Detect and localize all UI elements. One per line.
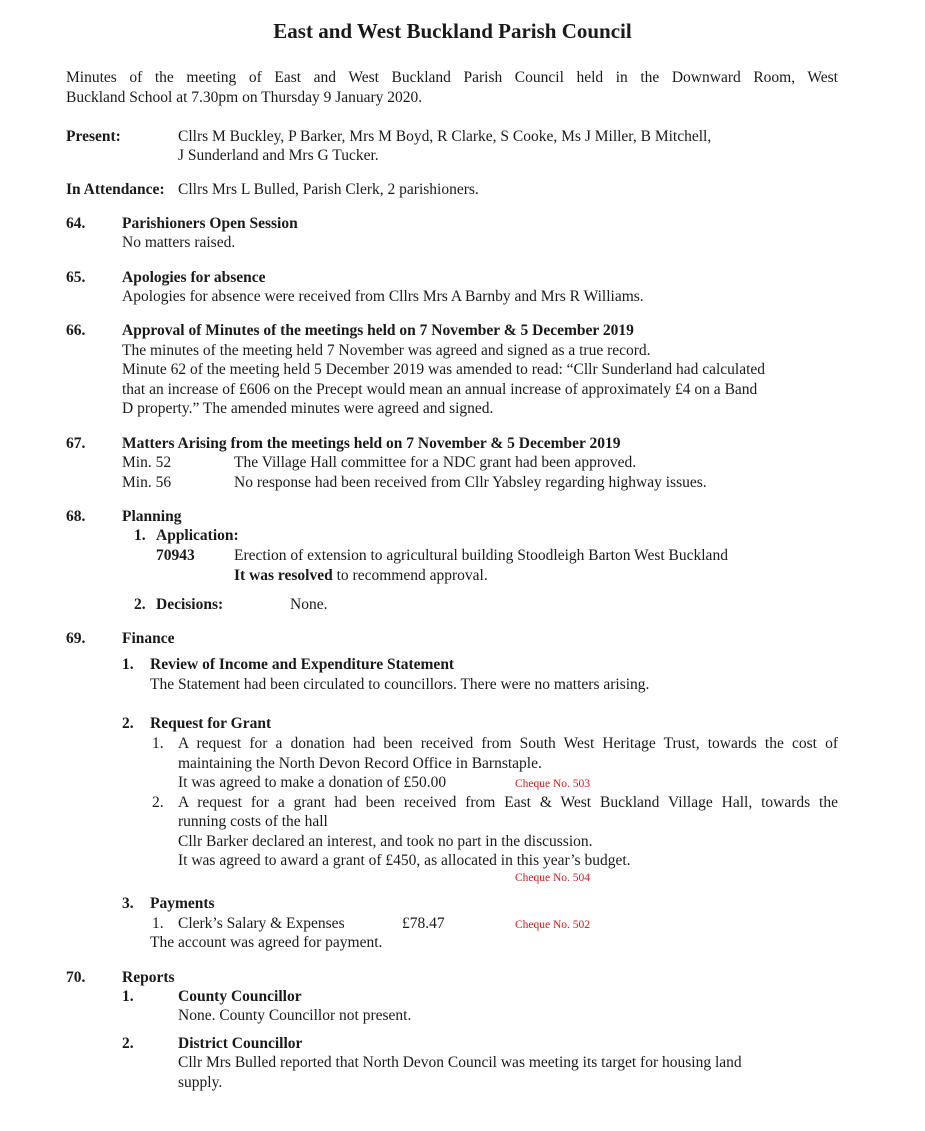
finance-2-number: 2. (122, 715, 134, 732)
item-69-heading: Finance (122, 630, 175, 647)
application-text: Erection of extension to agricultural building Stoodleigh Barton West Buckland (234, 547, 728, 564)
item-69-number: 69. (66, 630, 86, 647)
cheque-503-note: Cheque No. 503 (515, 778, 591, 790)
item-67-heading: Matters Arising from the meetings held on 7 November & 5 December 2019 (122, 435, 621, 452)
grant-2-line-2: running costs of the hall (178, 813, 328, 830)
finance-1-number: 1. (122, 656, 134, 673)
report-2-heading: District Councillor (178, 1035, 303, 1052)
item-67-number: 67. (66, 435, 86, 452)
item-66-heading: Approval of Minutes of the meetings held on 7 November & 5 December 2019 (122, 322, 634, 339)
item-65-text: Apologies for absence were received from Cllrs Mrs A Barnby and Mrs R Williams. (122, 288, 644, 305)
decisions-label: Decisions: (156, 596, 224, 613)
payment-1-amount: £78.47 (402, 915, 445, 932)
cheque-502-note: Cheque No. 502 (515, 919, 591, 931)
present-label: Present: (66, 128, 121, 145)
item-66-line-2: Minute 62 of the meeting held 5 December 2019 was amended to read: “Cllr Sunderland had calculated (122, 361, 766, 378)
report-2-line-2: supply. (178, 1074, 223, 1091)
present-line-2: J Sunderland and Mrs G Tucker. (178, 147, 379, 164)
finance-1-text: The Statement had been circulated to councillors. There were no matters arising. (150, 676, 650, 693)
finance-1-heading: Review of Income and Expenditure Statement (150, 656, 455, 673)
item-65-number: 65. (66, 269, 86, 286)
report-2-line-1: Cllr Mrs Bulled reported that North Devon Council was meeting its target for housing land (178, 1054, 742, 1071)
grant-2-number: 2. (152, 794, 164, 811)
item-70-heading: Reports (122, 969, 175, 986)
report-1-text: None. County Councillor not present. (178, 1007, 412, 1024)
intro-line-1: Minutes of the meeting of East and West Buckland Parish Council held in the Downward Room, West (66, 69, 838, 86)
item-70-number: 70. (66, 969, 86, 986)
item-65-heading: Apologies for absence (122, 269, 266, 286)
application-ref: 70943 (156, 547, 195, 564)
grant-2-line-4: It was agreed to award a grant of £450, as allocated in this year’s budget. (178, 852, 631, 869)
report-1-number: 1. (122, 988, 134, 1005)
item-64-heading: Parishioners Open Session (122, 215, 298, 232)
item-66-line-4: D property.” The amended minutes were agreed and signed. (122, 400, 494, 417)
grant-1-number: 1. (152, 735, 164, 752)
item-67-min-ref: Min. 56 (122, 474, 172, 491)
application-number: 1. (134, 527, 146, 544)
item-67-min-text: No response had been received from Cllr Yabsley regarding highway issues. (234, 474, 707, 491)
resolution-bold: It was resolved (234, 567, 333, 584)
item-67-min-text: The Village Hall committee for a NDC grant had been approved. (234, 454, 637, 471)
application-label: Application: (156, 527, 239, 544)
item-66-number: 66. (66, 322, 86, 339)
attendance-text: Cllrs Mrs L Bulled, Parish Clerk, 2 parishioners. (178, 181, 479, 198)
item-68-heading: Planning (122, 508, 182, 525)
payment-1-label: Clerk’s Salary & Expenses (178, 915, 345, 932)
grant-1-line-2: maintaining the North Devon Record Office in Barnstaple. (178, 755, 542, 772)
item-67-min-ref: Min. 52 (122, 454, 172, 471)
payment-text: The account was agreed for payment. (150, 934, 383, 951)
grant-2-line-3: Cllr Barker declared an interest, and took no part in the discussion. (178, 833, 593, 850)
present-line-1: Cllrs M Buckley, P Barker, Mrs M Boyd, R Clarke, S Cooke, Ms J Miller, B Mitchell, (178, 128, 712, 145)
page-title: East and West Buckland Parish Council (273, 19, 632, 43)
grant-2-line-1: A request for a grant had been received from East & West Buckland Village Hall, towards the (178, 794, 838, 811)
finance-2-heading: Request for Grant (150, 715, 272, 732)
item-66-line-1: The minutes of the meeting held 7 November was agreed and signed as a true record. (122, 342, 651, 359)
report-2-number: 2. (122, 1035, 134, 1052)
cheque-504-note: Cheque No. 504 (515, 872, 591, 884)
item-64-number: 64. (66, 215, 86, 232)
resolution-rest: to recommend approval. (332, 567, 488, 584)
grant-1-line-1: A request for a donation had been received from South West Heritage Trust, towards the cost of (178, 735, 838, 752)
intro-line-2: Buckland School at 7.30pm on Thursday 9 January 2020. (66, 89, 423, 106)
decisions-value: None. (290, 596, 328, 613)
decisions-number: 2. (134, 596, 146, 613)
finance-3-heading: Payments (150, 895, 215, 912)
attendance-label: In Attendance: (66, 181, 165, 198)
grant-1-line-3: It was agreed to make a donation of £50.00 (178, 774, 447, 791)
finance-3-number: 3. (122, 895, 134, 912)
item-66-line-3: that an increase of £606 on the Precept would mean an annual increase of approximately £4 on a Band (122, 381, 758, 398)
item-68-number: 68. (66, 508, 86, 525)
application-resolution (234, 566, 488, 586)
payment-1-number: 1. (152, 915, 164, 932)
item-64-text: No matters raised. (122, 234, 236, 251)
report-1-heading: County Councillor (178, 988, 302, 1005)
